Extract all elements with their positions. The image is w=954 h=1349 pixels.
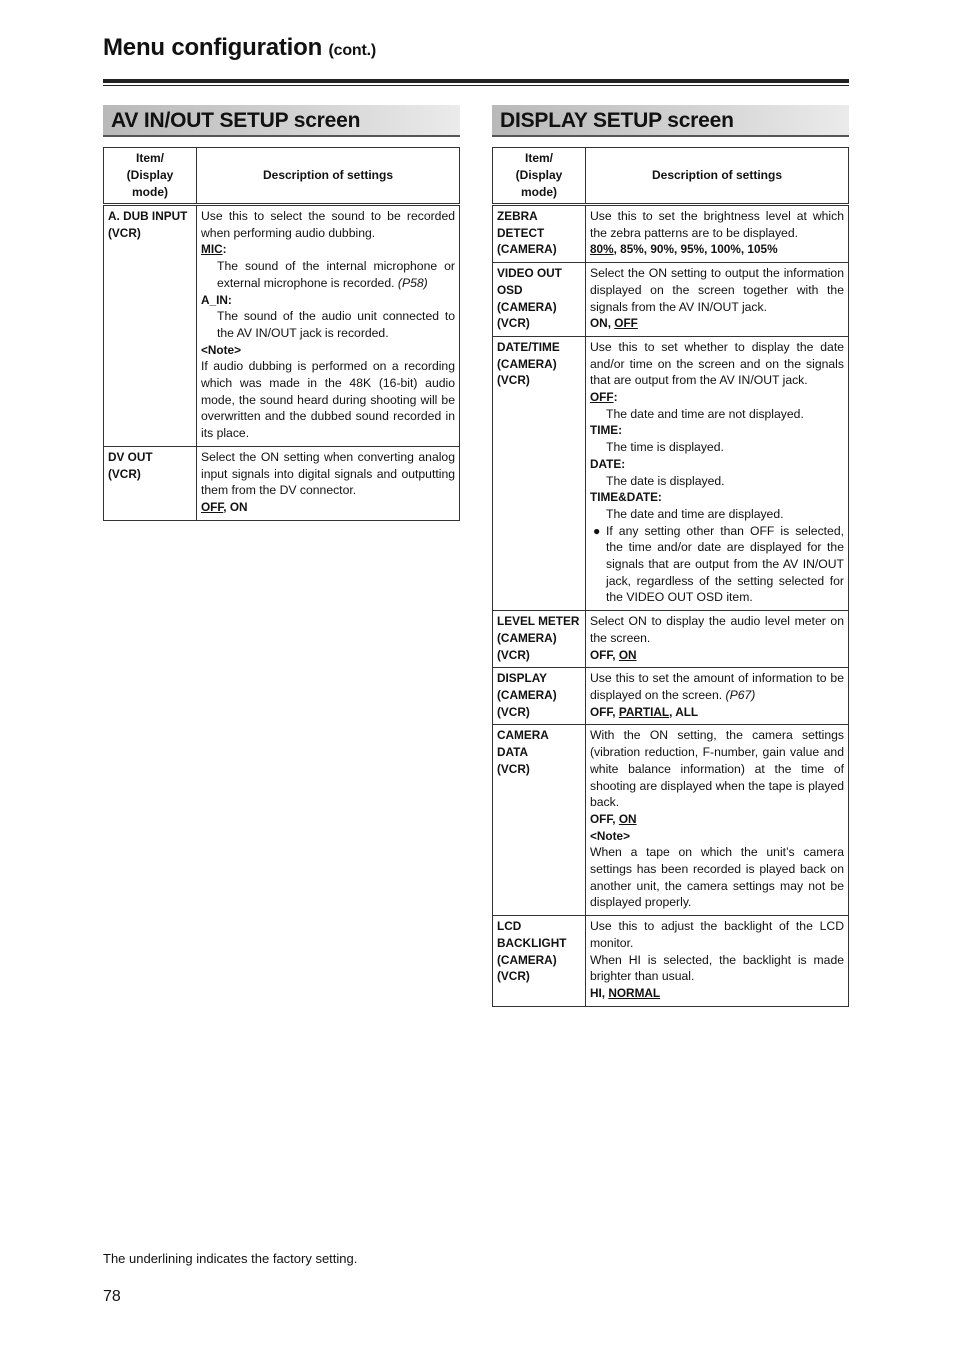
bullet-text: If any setting other than OFF is selected, the time and/or date are displayed for the signals that are output from the AV IN/OUT jack, regardless of the setting selected for the VIDEO OUT OSD item. xyxy=(606,523,844,605)
option-desc-off: The date and time are not displayed. xyxy=(606,406,804,421)
table-row xyxy=(493,725,849,916)
desc-dv-out xyxy=(197,446,460,520)
item-video-out-osd: VIDEO OUT OSD (CAMERA) (VCR) xyxy=(493,263,586,337)
option-values xyxy=(590,647,844,664)
option-label-a-in: A_IN: xyxy=(201,292,232,307)
option-on: ON xyxy=(229,499,248,514)
option-label-mic xyxy=(201,241,455,258)
page-number: 78 xyxy=(103,1288,121,1305)
page-title-text: Menu configuration xyxy=(103,34,323,61)
bullet-icon: ● xyxy=(593,523,601,538)
table-header-row xyxy=(493,148,849,205)
desc-text: Use this to set whether to display the date and/or time on the screen and on the signals that are output from the AV IN/OUT jack. xyxy=(590,339,844,388)
desc-date-time xyxy=(586,336,849,610)
page-title xyxy=(103,34,376,62)
option-off-default: OFF xyxy=(590,390,614,405)
desc-lcd-backlight xyxy=(586,916,849,1007)
option-values xyxy=(590,315,844,332)
option-on-default: ON xyxy=(618,811,637,826)
option-label-time-date: TIME&DATE: xyxy=(590,490,662,505)
title-rule-thin xyxy=(103,85,849,86)
option-desc-mic-text: The sound of the internal microphone or external microphone is recorded. xyxy=(217,259,455,290)
option-label-date: DATE: xyxy=(590,456,626,471)
option-desc-mic xyxy=(201,258,455,291)
table-row xyxy=(493,336,849,610)
option-label-time: TIME: xyxy=(590,423,623,438)
item-column-header: Item/ (Display mode) xyxy=(493,148,586,205)
desc-text: Use this to adjust the backlight of the LCD monitor. xyxy=(590,919,844,950)
table-row xyxy=(104,446,460,520)
desc-a-dub-input xyxy=(197,205,460,447)
title-rule-thick xyxy=(103,79,849,83)
option-off: OFF, xyxy=(590,704,619,719)
note-text: If audio dubbing is performed on a recording which was made in the 48K (16-bit) audio mode, the sound heard during shooting will be overwritten and the dubbed sound recorded in its place. xyxy=(201,359,455,441)
option-off-default: OFF xyxy=(201,499,224,514)
item-date-time: DATE/TIME (CAMERA) (VCR) xyxy=(493,336,586,610)
table-row xyxy=(493,263,849,337)
table-row xyxy=(493,205,849,263)
table-row xyxy=(104,205,460,447)
option-mic-default: MIC xyxy=(201,242,223,257)
note-label: <Note> xyxy=(590,828,630,843)
item-display: DISPLAY (CAMERA) (VCR) xyxy=(493,668,586,725)
note-label: <Note> xyxy=(201,342,241,357)
desc-text-line xyxy=(590,670,844,703)
page-reference: (P58) xyxy=(397,275,428,290)
table-header-row xyxy=(104,148,460,205)
av-inout-settings-table xyxy=(103,147,460,521)
option-values xyxy=(201,499,455,516)
option-all: , ALL xyxy=(669,704,699,719)
option-desc-time: The time is displayed. xyxy=(606,440,724,455)
desc-text: Use this to select the sound to be recorded when performing audio dubbing. xyxy=(201,209,455,240)
description-column-header: Description of settings xyxy=(197,148,460,205)
option-colon: : xyxy=(222,242,227,257)
desc-level-meter xyxy=(586,611,849,668)
item-dv-out: DV OUT (VCR) xyxy=(104,446,197,520)
option-desc-time-date: The date and time are displayed. xyxy=(606,506,784,521)
desc-text: With the ON setting, the camera settings (vibration reduction, F-number, gain value and white balance information) at the time of shooting are displayed when the tape is played back. xyxy=(590,728,844,810)
desc-text: Select the ON setting when converting analog input signals into digital signals and outputting them from the DV connector. xyxy=(201,449,455,498)
factory-setting-footnote: The underlining indicates the factory setting. xyxy=(103,1251,358,1266)
item-level-meter: LEVEL METER (CAMERA) (VCR) xyxy=(493,611,586,668)
page-reference: (P67) xyxy=(725,687,756,702)
desc-text-2: When HI is selected, the backlight is made brighter than usual. xyxy=(590,952,844,984)
option-separator: , xyxy=(223,499,230,514)
item-lcd-backlight: LCD BACKLIGHT (CAMERA) (VCR) xyxy=(493,916,586,1007)
desc-camera-data xyxy=(586,725,849,916)
option-off: OFF, xyxy=(590,811,619,826)
option-normal-default: NORMAL xyxy=(608,985,661,1000)
bullet-note xyxy=(590,523,844,607)
av-inout-setup-section xyxy=(103,105,460,521)
desc-text: Select the ON setting to output the information displayed on the screen together with the signals from the AV IN/OUT jack. xyxy=(590,266,844,314)
option-partial-default: PARTIAL xyxy=(618,704,670,719)
option-on-default: ON xyxy=(618,647,637,662)
desc-display xyxy=(586,668,849,725)
option-values xyxy=(590,241,844,258)
option-off-default: OFF xyxy=(614,316,638,331)
item-column-header: Item/ (Display mode) xyxy=(104,148,197,205)
option-values xyxy=(590,704,844,721)
option-rest: , 85%, 90%, 95%, 100%, 105% xyxy=(613,242,778,257)
option-label-off xyxy=(590,389,844,406)
option-values xyxy=(590,811,844,828)
option-on: ON, xyxy=(590,316,615,331)
item-a-dub-input: A. DUB INPUT (VCR) xyxy=(104,205,197,447)
table-row xyxy=(493,668,849,725)
option-hi: HI, xyxy=(590,985,609,1000)
note-text: When a tape on which the unit’s camera settings has been recorded is played back on another unit, the camera settings may not be displayed properly. xyxy=(590,845,844,910)
display-settings-table xyxy=(492,147,849,1007)
page-title-suffix: (cont.) xyxy=(328,42,376,59)
option-off: OFF, xyxy=(590,647,619,662)
display-setup-section xyxy=(492,105,849,1007)
option-colon: : xyxy=(613,390,618,405)
option-values xyxy=(590,985,844,1002)
desc-zebra-detect xyxy=(586,205,849,263)
display-setup-heading: DISPLAY SETUP screen xyxy=(492,105,849,137)
desc-text: Use this to set the brightness level at which the zebra patterns are to be displayed. xyxy=(590,209,844,240)
option-desc-date: The date is displayed. xyxy=(606,473,725,488)
option-80-default: 80% xyxy=(590,242,614,257)
desc-video-out-osd xyxy=(586,263,849,337)
description-column-header: Description of settings xyxy=(586,148,849,205)
table-row xyxy=(493,611,849,668)
table-row xyxy=(493,916,849,1007)
option-desc-a-in: The sound of the audio unit connected to the AV IN/OUT jack is recorded. xyxy=(217,309,455,340)
desc-text: Use this to set the amount of information to be displayed on the screen. xyxy=(590,671,844,702)
item-zebra-detect: ZEBRA DETECT (CAMERA) xyxy=(493,205,586,263)
desc-text: Select ON to display the audio level meter on the screen. xyxy=(590,614,844,645)
item-camera-data: CAMERA DATA (VCR) xyxy=(493,725,586,916)
av-inout-setup-heading: AV IN/OUT SETUP screen xyxy=(103,105,460,137)
